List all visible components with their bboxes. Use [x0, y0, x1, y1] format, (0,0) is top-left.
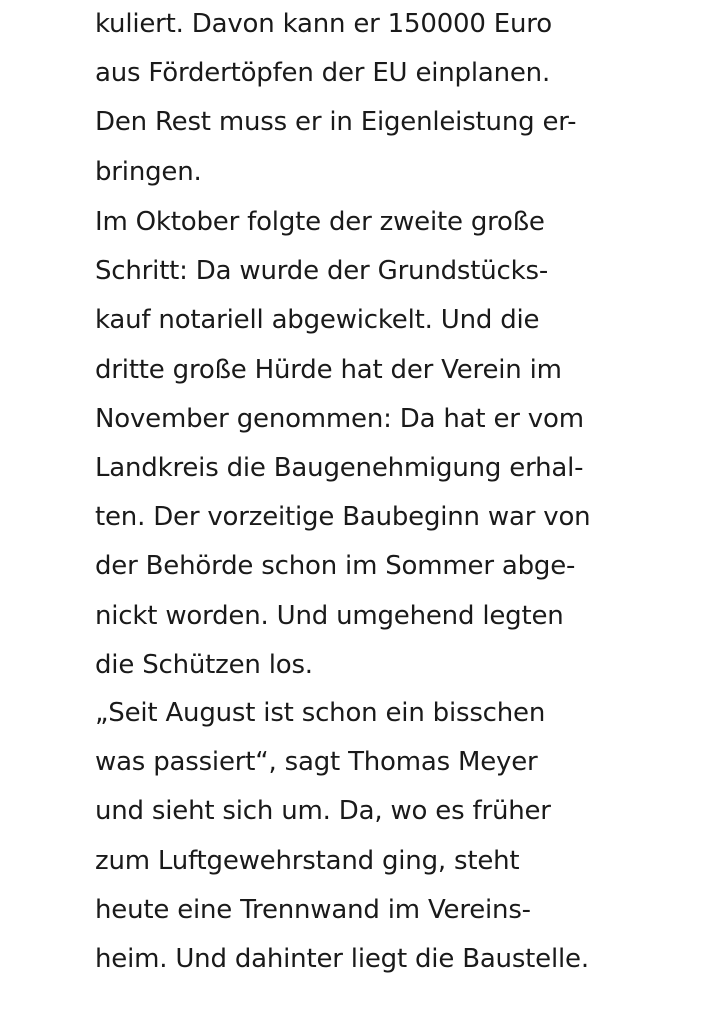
text-line: dritte große Hürde hat der Verein im	[95, 354, 562, 385]
text-line: Im Oktober folgte der zweite große	[95, 207, 545, 237]
paragraph	[95, 689, 589, 984]
text-line: Landkreis die Baugenehmigung erhal-	[95, 452, 584, 483]
text-line: der Behörde schon im Sommer abge-	[95, 551, 576, 582]
text-line: aus Fördertöpfen der EU einplanen.	[95, 58, 551, 89]
text-line: kuliert. Davon kann er 150000 Euro	[95, 9, 552, 39]
text-line: Schritt: Da wurde der Grundstücks-	[95, 256, 549, 287]
paragraph	[95, 0, 576, 197]
text-line: ten. Der vorzeitige Baubeginn war von	[95, 502, 591, 533]
text-line: „Seit August ist schon ein bisschen	[95, 698, 546, 728]
text-line: heim. Und dahinter liegt die Baustelle.	[95, 943, 589, 974]
text-line: bringen.	[95, 156, 202, 187]
text-line: und sieht sich um. Da, wo es früher	[95, 796, 551, 827]
text-line: was passiert“, sagt Thomas Meyer	[95, 747, 538, 778]
text-line: Den Rest muss er in Eigenleistung er-	[95, 107, 577, 138]
text-line: heute eine Trennwand im Vereins-	[95, 894, 531, 925]
text-line: kauf notariell abgewickelt. Und die	[95, 305, 540, 336]
text-line: nickt worden. Und umgehend legten	[95, 600, 564, 631]
paragraph	[95, 198, 590, 690]
text-line: November genommen: Da hat er vom	[95, 403, 584, 434]
text-line: die Schützen los.	[95, 649, 313, 680]
text-line: zum Luftgewehrstand ging, steht	[95, 845, 520, 876]
